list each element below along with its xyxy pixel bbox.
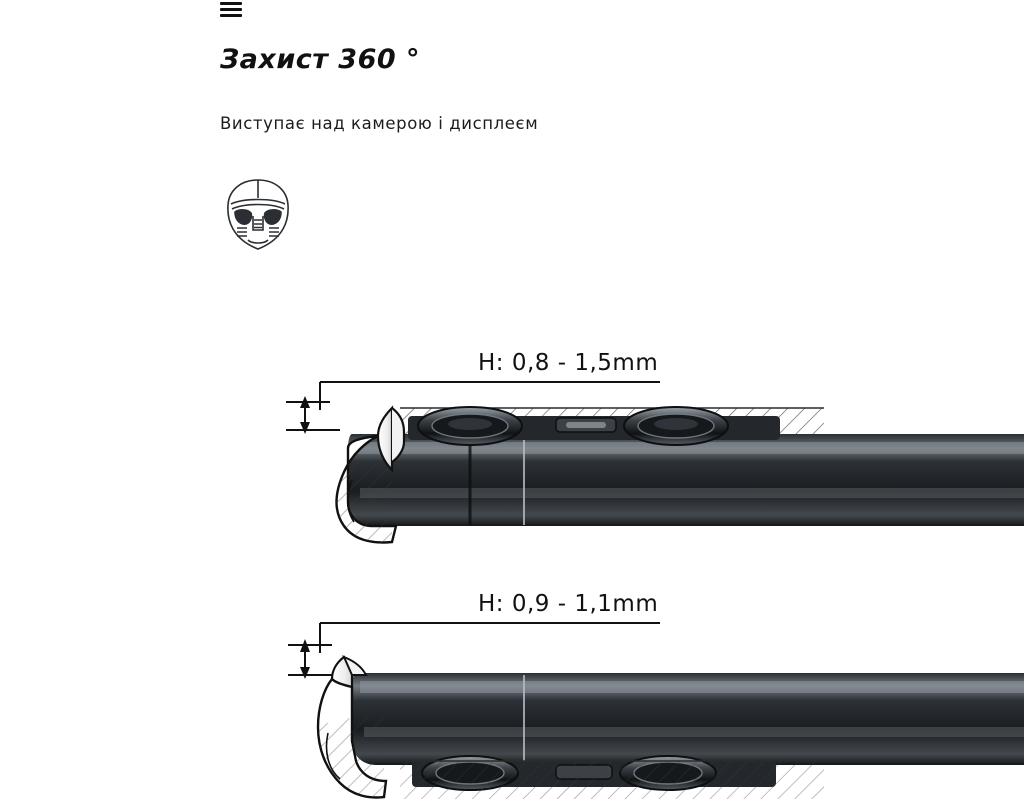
menu-bar-1 bbox=[220, 2, 242, 5]
dimension-label-display: H: 0,9 - 1,1mm bbox=[478, 591, 659, 617]
figure-camera-protrusion bbox=[0, 330, 1024, 565]
hamburger-menu-icon[interactable] bbox=[220, 2, 244, 24]
page-subtitle: Виступає над камерою і дисплеєм bbox=[220, 114, 539, 133]
stormtrooper-helmet-logo bbox=[219, 178, 297, 252]
menu-bar-2 bbox=[220, 8, 242, 11]
surface-hatching-display bbox=[400, 761, 824, 799]
menu-bar-3 bbox=[220, 14, 242, 17]
dimension-label-camera: H: 0,8 - 1,5mm bbox=[478, 350, 659, 376]
dimension-leader-line bbox=[320, 382, 660, 410]
phone-body-display-view bbox=[352, 673, 1024, 765]
dimension-leader-line-display bbox=[320, 623, 660, 653]
figure-display-protrusion bbox=[0, 575, 1024, 800]
height-arrow-camera bbox=[286, 396, 340, 434]
page-title: Захист 360 ° bbox=[220, 44, 421, 75]
phone-body-camera-view bbox=[348, 434, 1024, 526]
